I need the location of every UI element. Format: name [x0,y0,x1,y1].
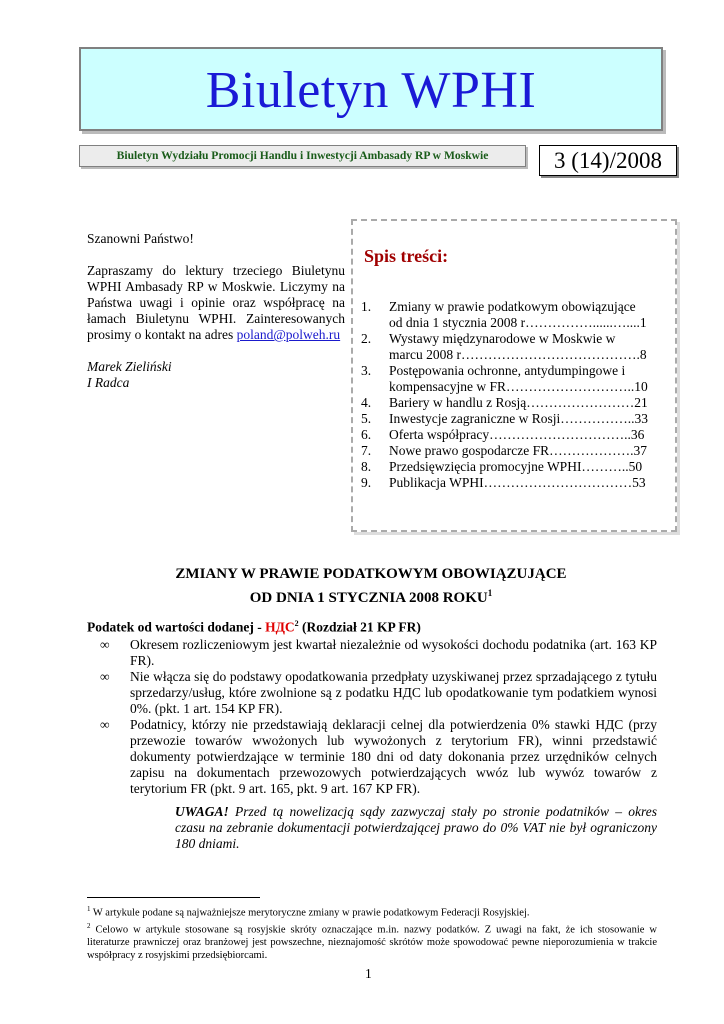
footnote-text: W artykule podane są najważniejsze merytoryczne zmiany w prawie podatkowym Federacji Rosyjskiej. [90,907,530,919]
greeting: Szanowni Państwo! [87,231,194,246]
toc-title: Spis treści: [364,246,449,266]
bullet-text: Okresem rozliczeniowym jest kwartał niezależnie od wysokości dochodu podatnika (art. 163 KP FR). [130,637,657,668]
toc-item-line: Postępowania ochronne, antydumpingowe i [389,363,626,378]
warning-text: Przed tą nowelizacją sądy zazwyczaj stały po stronie podatników – okres czasu na zebranie dokumentacji potwierdzającej prawo do 0% VAT nie był ograniczony 180 dniami. [175,804,657,851]
signature-name: Marek Zieliński [87,359,172,374]
infinity-bullet-icon: ∞ [100,637,110,652]
toc-item-line: Nowe prawo gospodarcze FR……………….37 [389,443,647,458]
infinity-bullet-icon: ∞ [100,717,110,732]
section-title-text: OD DNIA 1 STYCZNIA 2008 ROKU [249,590,488,606]
toc-item-number: 3. [361,363,372,378]
toc-item-text [389,363,671,395]
footnote-number: 1 [87,905,91,913]
subtitle-prefix: Podatek od wartości dodanej - [87,619,266,635]
footnote-1 [87,903,657,920]
toc-list [361,299,671,491]
toc-item-line: Wystawy międzynarodowe w Moskwie w [389,331,616,346]
masthead-banner [79,47,663,131]
issue-number: 3 (14)/2008 [539,145,677,176]
bulletin-subtitle: Biuletyn Wydziału Promocji Handlu i Inwestycji Ambasady RP w Moskwie [79,145,526,167]
toc-item-number: 9. [361,475,372,490]
toc-item-line: kompensacyjne w FR………………………..10 [389,379,648,394]
toc-item[interactable] [361,331,671,363]
footnotes [87,903,657,962]
toc-item[interactable] [361,363,671,395]
footnote-text: Celowo w artykule stosowane są rosyjskie skróty oznaczające m.in. nazwy podatków. Z uwagi na fakt, że ich stosowanie w literaturze prawniczej oraz branżowej jest powszechne, nieznajomość skrótów może spowodować pewne nieporozumienia w trakcie współpracy z rosyjskimi przedsiębiorcami. [87,924,657,961]
infinity-bullet-icon: ∞ [100,669,110,684]
bullet-item [100,637,657,669]
toc-item-number: 2. [361,331,372,346]
bullet-text: Nie włącza się do podstawy opodatkowania przedpłaty uzyskiwanej przez sprzadającego z tytułu sprzedarzy/usług, które zwolnione są z podatku НДС lub opodatkowanie tym podatkiem wynosi 0%. (pkt. 1 art. 154 KP FR). [130,669,657,716]
table-of-contents [351,219,677,532]
intro-text: Zapraszamy do lektury trzeciego Biuletynu WPHI Ambasady RP w Moskwie. Liczymy na Państwa uwagi i opinie oraz współpracę na łamach Biuletynu WPHI. Zainteresowanych prosimy o kontakt na adres [87,263,345,342]
section-title-line2 [79,584,663,608]
section-subtitle [87,619,421,636]
footnote-separator [87,897,260,898]
bullet-text: Podatnicy, którzy nie przedstawiają deklaracji celnej dla potwierdzenia 0% stawki НДС (przy przewozie towarów wwożonych lub wywożonych z terytorium FR), winni przedstawić dokumenty potwierdzające w terminie 180 dni od daty dokonania przez urzędników celnych zapisu na dokumentach przewozowych potwierdzających wwóz lub wywóz towarów z terytorium FR (pkt. 9 art. 165, pkt. 9 art. 167 KP FR). [130,717,657,796]
toc-item-line: marcu 2008 r………………………………….8 [389,347,647,362]
toc-item-text [389,459,671,475]
toc-item-text [389,443,671,459]
toc-item-text [389,331,671,363]
toc-item[interactable] [361,475,671,491]
toc-item-number: 6. [361,427,372,442]
toc-item-line: Bariery w handlu z Rosją……………………21 [389,395,648,410]
warning-label: UWAGA! [175,804,229,819]
intro-letter [87,231,345,391]
toc-item-line: Publikacja WPHI……………………………53 [389,475,646,490]
toc-item-line: Inwestycje zagraniczne w Rosji……………..33 [389,411,649,426]
intro-paragraph [87,263,345,343]
toc-item[interactable] [361,459,671,475]
toc-item-text [389,395,671,411]
toc-item-text [389,427,671,443]
toc-item-number: 1. [361,299,372,314]
toc-item[interactable] [361,411,671,427]
bullet-item [100,717,657,797]
toc-item-line: od dnia 1 stycznia 2008 r……………......…....1 [389,315,647,330]
toc-item-line: Przedsięwzięcia promocyjne WPHI………..50 [389,459,643,474]
toc-item-number: 4. [361,395,372,410]
toc-item[interactable] [361,395,671,411]
toc-item-number: 8. [361,459,372,474]
contact-email-link[interactable]: poland@polweh.ru [236,327,341,342]
bulletin-title: Biuletyn WPHI [205,62,537,119]
footnote-2 [87,920,657,962]
toc-item-line: Zmiany w prawie podatkowym obowiązujące [389,299,636,314]
section-title [79,565,663,608]
section-title-line1: ZMIANY W PRAWIE PODATKOWYM OBOWIĄZUJĄCE [175,566,567,582]
bullet-item [100,669,657,717]
bullet-list [100,637,657,797]
signature-role: I Radca [87,375,130,390]
subtitle-tax-abbrev: НДС [265,619,295,635]
footnote-number: 2 [87,922,91,930]
footnote-ref-2[interactable]: 2 [294,619,299,628]
toc-item-number: 5. [361,411,372,426]
subtitle-suffix: (Rozdział 21 KP FR) [298,619,421,635]
toc-item[interactable] [361,427,671,443]
page-number: 1 [365,966,372,981]
toc-item[interactable] [361,443,671,459]
toc-item-text [389,299,671,331]
toc-item-line: Oferta współpracy…………………………..36 [389,427,645,442]
warning-note [175,804,657,852]
footnote-ref-1[interactable]: 1 [487,588,493,598]
toc-item[interactable] [361,299,671,331]
toc-item-text [389,411,671,427]
toc-item-text [389,475,671,491]
toc-item-number: 7. [361,443,372,458]
